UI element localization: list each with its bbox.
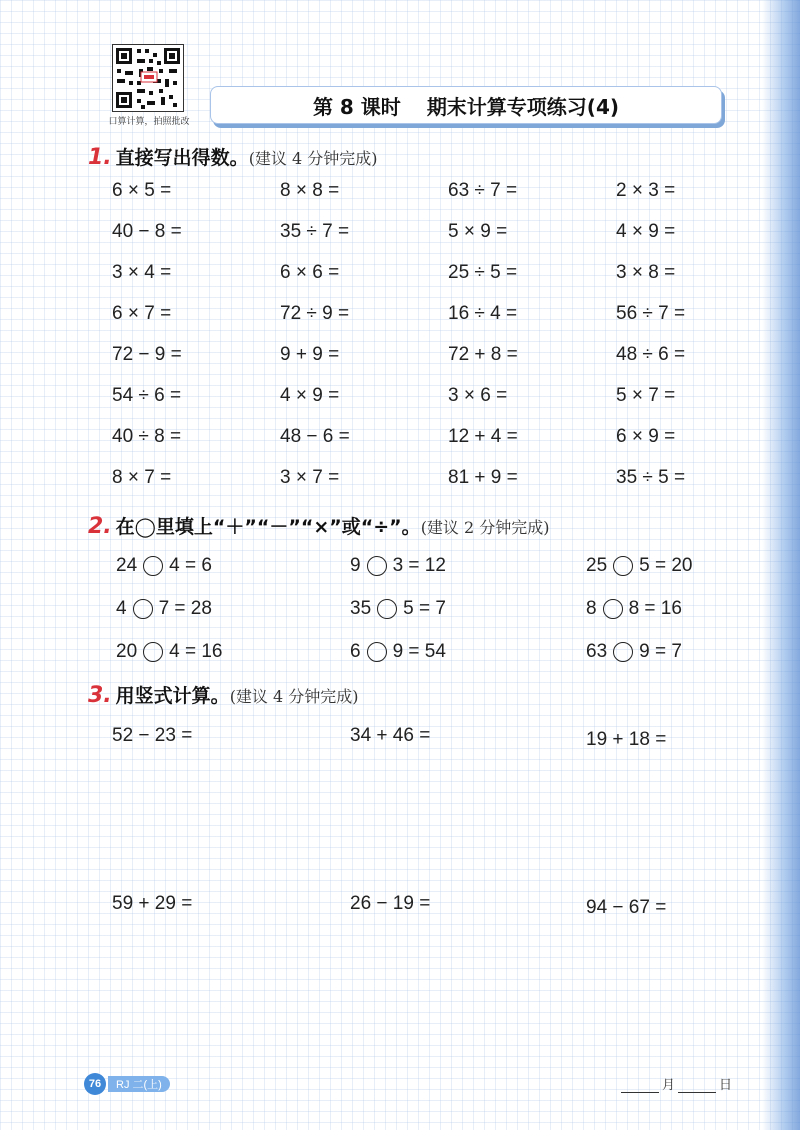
math-problem: 8 × 8 = bbox=[280, 180, 340, 201]
math-problem: 3 × 6 = bbox=[448, 385, 508, 406]
operator-problem bbox=[350, 641, 446, 663]
right-expression: 8 = 16 bbox=[628, 598, 682, 619]
qr-code[interactable] bbox=[112, 44, 184, 112]
math-problem: 5 × 9 = bbox=[448, 221, 508, 242]
operator-problem bbox=[586, 555, 693, 577]
right-expression: 4 = 6 bbox=[169, 555, 212, 576]
math-problem: 48 − 6 = bbox=[280, 426, 350, 447]
operator-problem bbox=[586, 641, 682, 663]
left-operand: 4 bbox=[116, 598, 127, 619]
lesson-title-bar bbox=[210, 86, 722, 124]
page-title: 期末计算专项练习(4) bbox=[426, 94, 620, 119]
day-label: 日 bbox=[718, 1077, 732, 1092]
mental-math-grid bbox=[112, 180, 784, 508]
vertical-calc-problem: 19 + 18 = bbox=[586, 729, 667, 750]
right-expression: 9 = 7 bbox=[639, 641, 682, 662]
section-1-note: (建议 4 分钟完成) bbox=[248, 149, 378, 168]
math-problem: 40 ÷ 8 = bbox=[112, 426, 182, 447]
operator-blank-circle[interactable] bbox=[133, 599, 153, 619]
section-3-instruction: 用竖式计算。 bbox=[115, 685, 230, 707]
qr-caption: 口算计算，拍照批改 bbox=[108, 116, 190, 126]
math-problem: 9 + 9 = bbox=[280, 344, 340, 365]
math-problem: 16 ÷ 4 = bbox=[448, 303, 518, 324]
right-expression: 5 = 20 bbox=[639, 555, 693, 576]
section-1-number: 1. bbox=[88, 145, 112, 170]
math-problem: 6 × 7 = bbox=[112, 303, 172, 324]
math-problem: 48 ÷ 6 = bbox=[616, 344, 686, 365]
left-operand: 24 bbox=[116, 555, 138, 576]
vertical-calc-problem: 52 − 23 = bbox=[112, 725, 193, 746]
left-operand: 63 bbox=[586, 641, 608, 662]
math-problem: 72 − 9 = bbox=[112, 344, 182, 365]
operator-problem bbox=[116, 555, 212, 577]
operator-problem bbox=[350, 598, 446, 620]
month-label: 月 bbox=[661, 1077, 675, 1092]
math-problem: 35 ÷ 7 = bbox=[280, 221, 350, 242]
operator-blank-circle[interactable] bbox=[367, 556, 387, 576]
right-expression: 5 = 7 bbox=[403, 598, 446, 619]
page-number: 76 bbox=[84, 1073, 106, 1095]
math-problem: 56 ÷ 7 = bbox=[616, 303, 686, 324]
operator-problem bbox=[116, 641, 223, 663]
operator-blank-circle[interactable] bbox=[143, 556, 163, 576]
section-2-number: 2. bbox=[88, 514, 112, 539]
operator-blank-circle[interactable] bbox=[613, 642, 633, 662]
math-problem: 6 × 5 = bbox=[112, 180, 172, 201]
section-2-heading bbox=[88, 512, 550, 539]
section-3-number: 3. bbox=[88, 683, 112, 708]
math-problem: 25 ÷ 5 = bbox=[448, 262, 518, 283]
page-edge-strip bbox=[762, 0, 800, 1130]
vertical-calc-problem: 26 − 19 = bbox=[350, 893, 431, 914]
math-problem: 8 × 7 = bbox=[112, 467, 172, 488]
date-field[interactable] bbox=[618, 1074, 732, 1093]
operator-blank-circle[interactable] bbox=[603, 599, 623, 619]
right-expression: 9 = 54 bbox=[392, 641, 446, 662]
math-problem: 72 ÷ 9 = bbox=[280, 303, 350, 324]
operator-problem bbox=[350, 555, 446, 577]
math-problem: 81 + 9 = bbox=[448, 467, 518, 488]
operator-blank-circle[interactable] bbox=[377, 599, 397, 619]
left-operand: 20 bbox=[116, 641, 138, 662]
math-problem: 40 − 8 = bbox=[112, 221, 182, 242]
vertical-calc-problem: 94 − 67 = bbox=[586, 897, 667, 918]
operator-blank-circle[interactable] bbox=[143, 642, 163, 662]
month-blank[interactable] bbox=[621, 1078, 659, 1093]
day-blank[interactable] bbox=[678, 1078, 716, 1093]
operator-problem bbox=[116, 598, 212, 620]
math-problem: 2 × 3 = bbox=[616, 180, 676, 201]
section-1-heading bbox=[88, 143, 378, 170]
right-expression: 3 = 12 bbox=[392, 555, 446, 576]
math-problem: 3 × 8 = bbox=[616, 262, 676, 283]
math-problem: 5 × 7 = bbox=[616, 385, 676, 406]
operator-blank-circle[interactable] bbox=[367, 642, 387, 662]
grade-label: RJ 二(上) bbox=[108, 1076, 170, 1092]
operator-problem bbox=[586, 598, 682, 620]
operator-blank-circle[interactable] bbox=[613, 556, 633, 576]
math-problem: 35 ÷ 5 = bbox=[616, 467, 686, 488]
math-problem: 6 × 6 = bbox=[280, 262, 340, 283]
section-2-note: (建议 2 分钟完成) bbox=[420, 518, 550, 537]
left-operand: 35 bbox=[350, 598, 372, 619]
math-problem: 12 + 4 = bbox=[448, 426, 518, 447]
section-3-note: (建议 4 分钟完成) bbox=[229, 687, 359, 706]
left-operand: 8 bbox=[586, 598, 597, 619]
vertical-calc-problem: 59 + 29 = bbox=[112, 893, 193, 914]
vertical-calc-problem: 34 + 46 = bbox=[350, 725, 431, 746]
left-operand: 6 bbox=[350, 641, 361, 662]
math-problem: 54 ÷ 6 = bbox=[112, 385, 182, 406]
left-operand: 9 bbox=[350, 555, 361, 576]
right-expression: 4 = 16 bbox=[169, 641, 223, 662]
left-operand: 25 bbox=[586, 555, 608, 576]
section-2-instruction: 在◯里填上“＋”“－”“×”或“÷”。 bbox=[115, 516, 421, 538]
right-expression: 7 = 28 bbox=[158, 598, 212, 619]
math-problem: 4 × 9 = bbox=[616, 221, 676, 242]
qr-code-icon bbox=[113, 45, 183, 111]
math-problem: 4 × 9 = bbox=[280, 385, 340, 406]
math-problem: 3 × 7 = bbox=[280, 467, 340, 488]
page-badge bbox=[84, 1073, 170, 1095]
math-problem: 63 ÷ 7 = bbox=[448, 180, 518, 201]
math-problem: 72 + 8 = bbox=[448, 344, 518, 365]
section-3-heading bbox=[88, 681, 359, 708]
math-problem: 3 × 4 = bbox=[112, 262, 172, 283]
math-problem: 6 × 9 = bbox=[616, 426, 676, 447]
lesson-number: 第 8 课时 bbox=[312, 94, 401, 119]
section-1-instruction: 直接写出得数。 bbox=[115, 147, 249, 169]
